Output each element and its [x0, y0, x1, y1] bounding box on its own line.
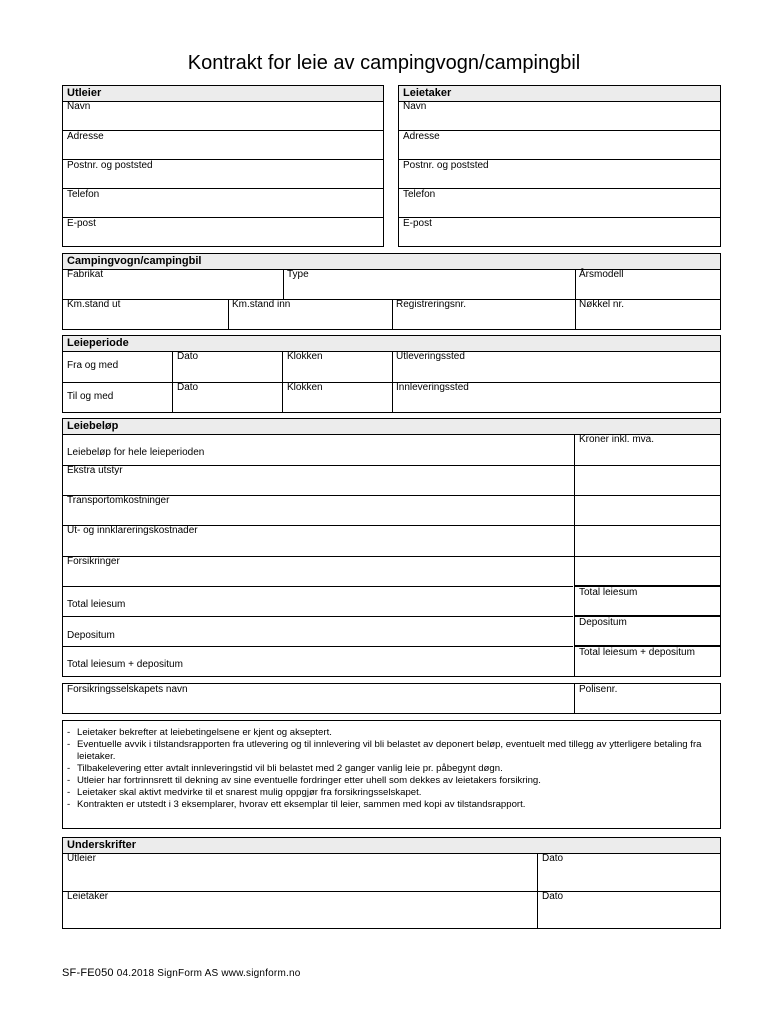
fabrikat-field[interactable]: Fabrikat	[67, 269, 104, 280]
term-bullet: -	[67, 739, 71, 750]
insurance-section	[62, 683, 721, 714]
delivery-place-field[interactable]: Utleveringssted	[396, 351, 465, 362]
utleier-phone-field[interactable]: Telefon	[67, 189, 100, 200]
leietaker-name-field[interactable]: Navn	[403, 101, 427, 112]
period-header: Leieperiode	[63, 336, 720, 352]
term-item	[67, 799, 716, 811]
landlord-signature-field[interactable]: Utleier	[67, 853, 96, 864]
km-in-field[interactable]: Km.stand inn	[232, 299, 291, 310]
footer-text: 04.2018 SignForm AS www.signform.no	[116, 968, 301, 979]
leietaker-email-field[interactable]: E-post	[403, 218, 432, 229]
page-title: Kontrakt for leie av campingvogn/campingbil	[187, 52, 581, 74]
term-text: Utleier har fortrinnsrett til dekning av sine eventuelle fordringer etter uhell som dekkes av leietakers forsikring.	[77, 775, 541, 786]
tenant-signature-field[interactable]: Leietaker	[67, 891, 109, 902]
amount-row-transport: Transportomkostninger	[67, 495, 170, 506]
term-item	[67, 739, 716, 763]
term-item	[67, 775, 716, 787]
from-time-field[interactable]: Klokken	[287, 351, 323, 362]
signatures-section	[62, 837, 721, 929]
registration-field[interactable]: Registreringsnr.	[396, 299, 467, 310]
term-text: Tilbakelevering etter avtalt innleveringstid vil bli belastet med 2 ganger vanlig leie pr. påbegynt døgn.	[77, 763, 503, 774]
leietaker-postal-field[interactable]: Postnr. og poststed	[403, 160, 489, 171]
vehicle-section	[62, 253, 721, 330]
amount-row-insurance: Forsikringer	[67, 556, 120, 567]
leietaker-header: Leietaker	[399, 86, 720, 102]
term-item	[67, 727, 716, 739]
term-text: Kontrakten er utstedt i 3 eksemplarer, hvorav ett eksemplar til leier, sammen med kopi av tilstandsrapport.	[77, 799, 526, 810]
to-time-field[interactable]: Klokken	[287, 382, 323, 393]
utleier-header: Utleier	[63, 86, 383, 102]
deposit-label: Depositum	[67, 630, 115, 641]
term-bullet: -	[67, 775, 71, 786]
type-field[interactable]: Type	[287, 269, 309, 280]
from-label: Fra og med	[67, 360, 119, 371]
period-section	[62, 335, 721, 413]
utleier-section	[62, 85, 384, 247]
term-text: Leietaker bekrefter at leiebetingelsene er kjent og akseptert.	[77, 727, 332, 738]
footer	[62, 967, 300, 979]
total-field[interactable]: Total leiesum	[579, 587, 638, 598]
term-bullet: -	[67, 787, 71, 798]
leietaker-section	[398, 85, 721, 247]
amount-row-extra: Ekstra utstyr	[67, 465, 123, 476]
utleier-name-field[interactable]: Navn	[67, 101, 91, 112]
total-plus-deposit-field[interactable]: Total leiesum + depositum	[579, 647, 695, 658]
km-out-field[interactable]: Km.stand ut	[67, 299, 121, 310]
form-code: SF-FE050	[62, 967, 114, 979]
term-bullet: -	[67, 799, 71, 810]
term-text: Leietaker skal aktivt medvirke til et snarest mulig oppgjør fra forsikringsselskapet.	[77, 787, 422, 798]
key-number-field[interactable]: Nøkkel nr.	[579, 299, 625, 310]
insurance-company-field[interactable]: Forsikringsselskapets navn	[67, 684, 188, 695]
total-plus-deposit-label: Total leiesum + depositum	[67, 659, 183, 670]
utleier-email-field[interactable]: E-post	[67, 218, 96, 229]
utleier-postal-field[interactable]: Postnr. og poststed	[67, 160, 153, 171]
tenant-date-field[interactable]: Dato	[542, 891, 564, 902]
amount-row-clearance: Ut- og innklareringskostnader	[67, 525, 198, 536]
from-date-field[interactable]: Dato	[177, 351, 199, 362]
term-item	[67, 763, 716, 775]
to-date-field[interactable]: Dato	[177, 382, 199, 393]
terms-list	[67, 727, 716, 811]
leietaker-phone-field[interactable]: Telefon	[403, 189, 436, 200]
term-bullet: -	[67, 763, 71, 774]
amount-section	[62, 418, 721, 677]
term-bullet: -	[67, 727, 71, 738]
amount-row-rental: Leiebeløp for hele leieperioden	[67, 447, 205, 458]
to-label: Til og med	[67, 391, 114, 402]
policy-number-field[interactable]: Polisenr.	[579, 684, 618, 695]
arsmodell-field[interactable]: Årsmodell	[579, 269, 624, 280]
term-item	[67, 787, 716, 799]
utleier-address-field[interactable]: Adresse	[67, 131, 104, 142]
return-place-field[interactable]: Innleveringssted	[396, 382, 469, 393]
deposit-field[interactable]: Depositum	[579, 617, 627, 628]
term-text: Eventuelle avvik i tilstandsrapporten fra utlevering og til innlevering vil bli belastet av deponert beløp, eventuelt med tillegg av ytterligere betaling fra leietaker.	[77, 739, 702, 762]
leietaker-address-field[interactable]: Adresse	[403, 131, 440, 142]
terms-section	[62, 720, 721, 829]
signatures-header: Underskrifter	[63, 838, 720, 854]
landlord-date-field[interactable]: Dato	[542, 853, 564, 864]
kroner-column-label: Kroner inkl. mva.	[579, 434, 655, 445]
total-label: Total leiesum	[67, 599, 126, 610]
vehicle-header: Campingvogn/campingbil	[63, 254, 720, 270]
amount-header: Leiebeløp	[63, 419, 720, 435]
